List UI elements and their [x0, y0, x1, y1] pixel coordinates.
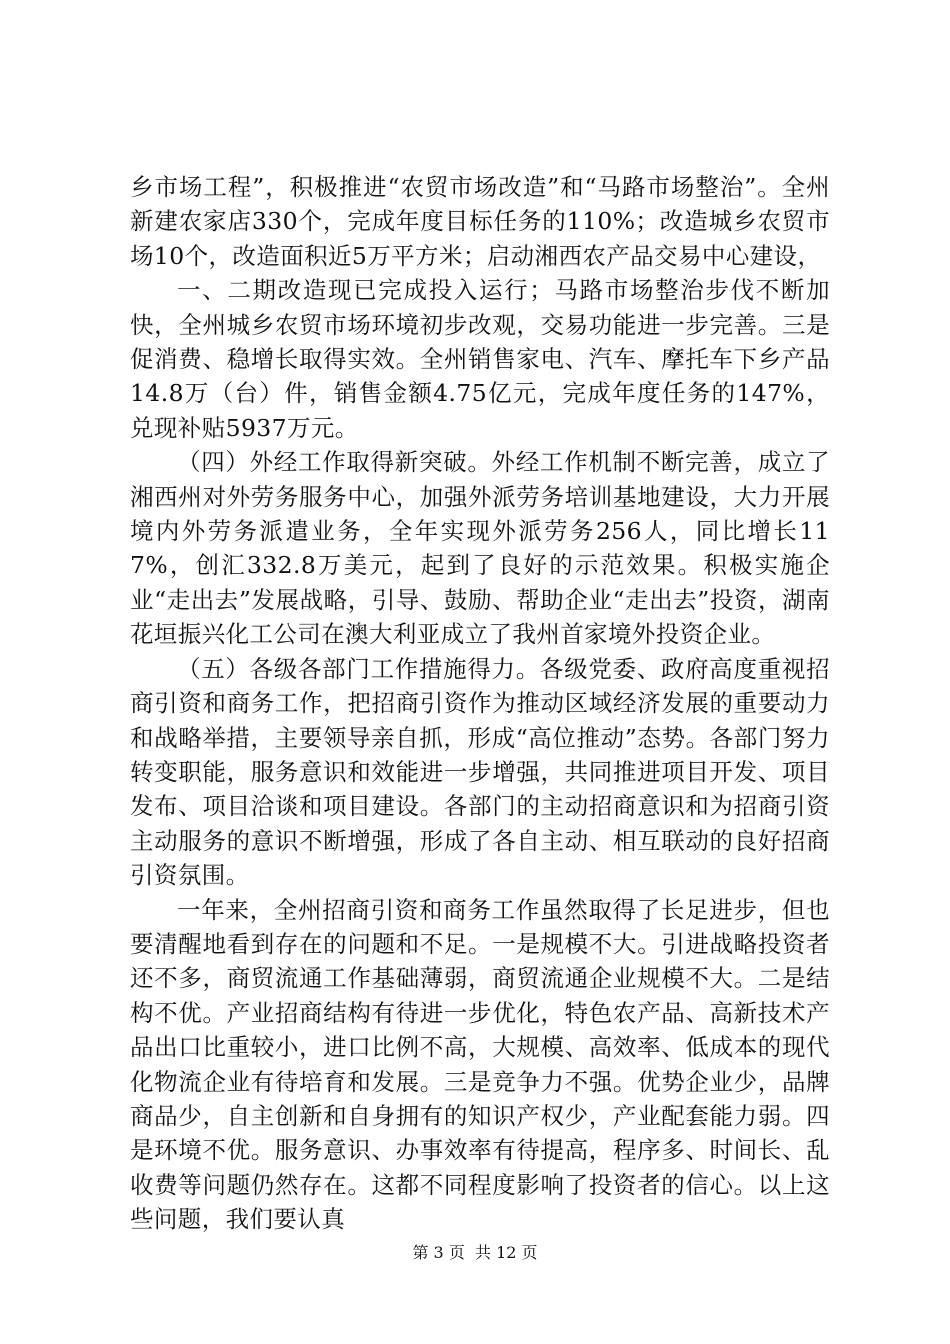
paragraph-foreign-economic: （四）外经工作取得新突破。外经工作机制不断完善，成立了湘西州对外劳务服务中心，加强外派劳务培训基地建设，大力开展境内外劳务派遣业务，全年实现外派劳务256人，同比增长117%，创汇332.8万美元，起到了良好的示范效果。积极实施企业“走出去”发展战略，引导、鼓励、帮助企业“走出去”投资，湖南花垣振兴化工公司在澳大利亚成立了我州首家境外投资企业。 — [130, 448, 830, 649]
page-footer — [0, 1241, 950, 1265]
paragraph-market-project: 乡市场工程”，积极推进“农贸市场改造”和“马路市场整治”。全州新建农家店330个，完成年度目标任务的110%；改造城乡农贸市场10个，改造面积近5万平方米；启动湘西农产品交易中心建设， — [130, 173, 830, 270]
paragraph-problems: 一年来，全州招商引资和商务工作虽然取得了长足进步，但也要清醒地看到存在的问题和不足。一是规模不大。引进战略投资者还不多，商贸流通工作基础薄弱，商贸流通企业规模不大。二是结构不优。产业招商结构有待进一步优化，特色农产品、高新技术产品出口比重较小，进口比例不高，大规模、高效率、低成本的现代化物流企业有待培育和发展。三是竞争力不强。优势企业少，品牌商品少，自主创新和自身拥有的知识产权少，产业配套能力弱。四是环境不优。服务意识、办事效率有待提高，程序多、时间长、乱收费等问题仍然存在。这都不同程度影响了投资者的信心。以上这些问题，我们要认真 — [130, 895, 830, 1234]
paragraph-renovation-consumption: 一、二期改造现已完成投入运行；马路市场整治步伐不断加快，全州城乡农贸市场环境初步改观，交易功能进一步完善。三是促消费、稳增长取得实效。全州销售家电、汽车、摩托车下乡产品14.8万（台）件，销售金额4.75亿元，完成年度任务的147%，兑现补贴5937万元。 — [130, 276, 830, 442]
page-number-label: 第 3 页 共 12 页 — [412, 1243, 538, 1262]
document-body — [130, 170, 830, 1237]
paragraph-departments-measures: （五）各级各部门工作措施得力。各级党委、政府高度重视招商引资和商务工作，把招商引资作为推动区域经济发展的重要动力和战略举措，主要领导亲自抓，形成“高位推动”态势。各部门努力转变职能，服务意识和效能进一步增强，共同推进项目开发、项目发布、项目洽谈和项目建设。各部门的主动招商意识和为招商引资主动服务的意识不断增强，形成了各自主动、相互联动的良好招商引资氛围。 — [130, 654, 830, 890]
